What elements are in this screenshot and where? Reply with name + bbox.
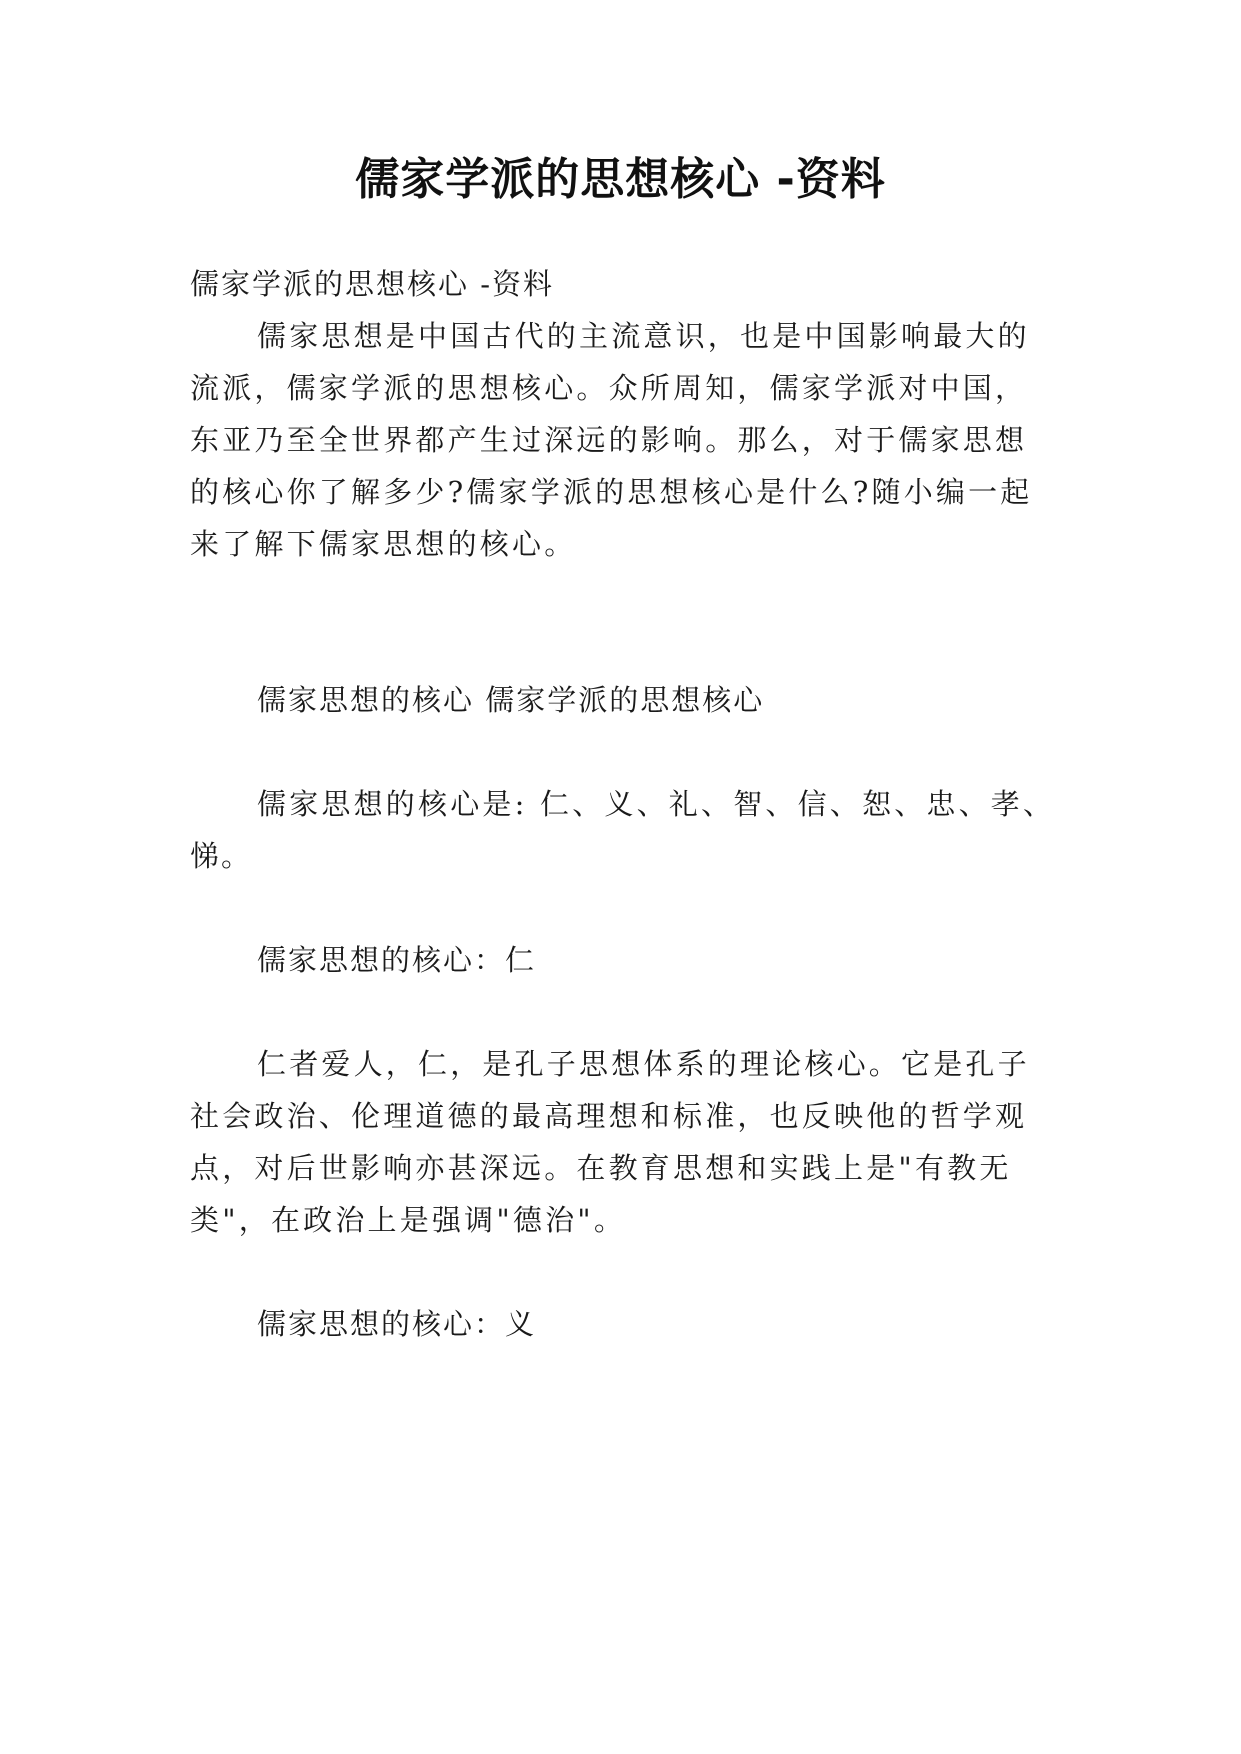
ren-line: 社会政治、伦理道德的最高理想和标准，也反映他的哲学观 [190, 1099, 1028, 1133]
core-line: 悌。 [190, 839, 253, 873]
yi-heading: 儒家思想的核心：义 [257, 1307, 537, 1341]
core-line: 儒家思想的核心是: 仁、义、礼、智、信、恕、忠、孝、 [257, 787, 1056, 821]
intro-line: 来了解下儒家思想的核心。 [190, 527, 577, 561]
document-subtitle: 儒家学派的思想核心 -资料 [190, 267, 555, 301]
section-heading: 儒家思想的核心 儒家学派的思想核心 [257, 683, 765, 717]
intro-line: 的核心你了解多少?儒家学派的思想核心是什么?随小编一起 [190, 475, 1033, 509]
ren-line: 仁者爱人，仁，是孔子思想体系的理论核心。它是孔子 [257, 1047, 1030, 1081]
intro-line: 东亚乃至全世界都产生过深远的影响。那么，对于儒家思想 [190, 423, 1028, 457]
ren-line: 类"，在政治上是强调"德治"。 [190, 1203, 627, 1237]
intro-line: 儒家思想是中国古代的主流意识，也是中国影响最大的 [257, 319, 1030, 353]
ren-heading: 儒家思想的核心：仁 [257, 943, 537, 977]
intro-line: 流派，儒家学派的思想核心。众所周知，儒家学派对中国， [190, 371, 1028, 405]
ren-line: 点，对后世影响亦甚深远。在教育思想和实践上是"有教无 [190, 1151, 1012, 1185]
document-title: 儒家学派的思想核心 -资料 [355, 154, 886, 205]
